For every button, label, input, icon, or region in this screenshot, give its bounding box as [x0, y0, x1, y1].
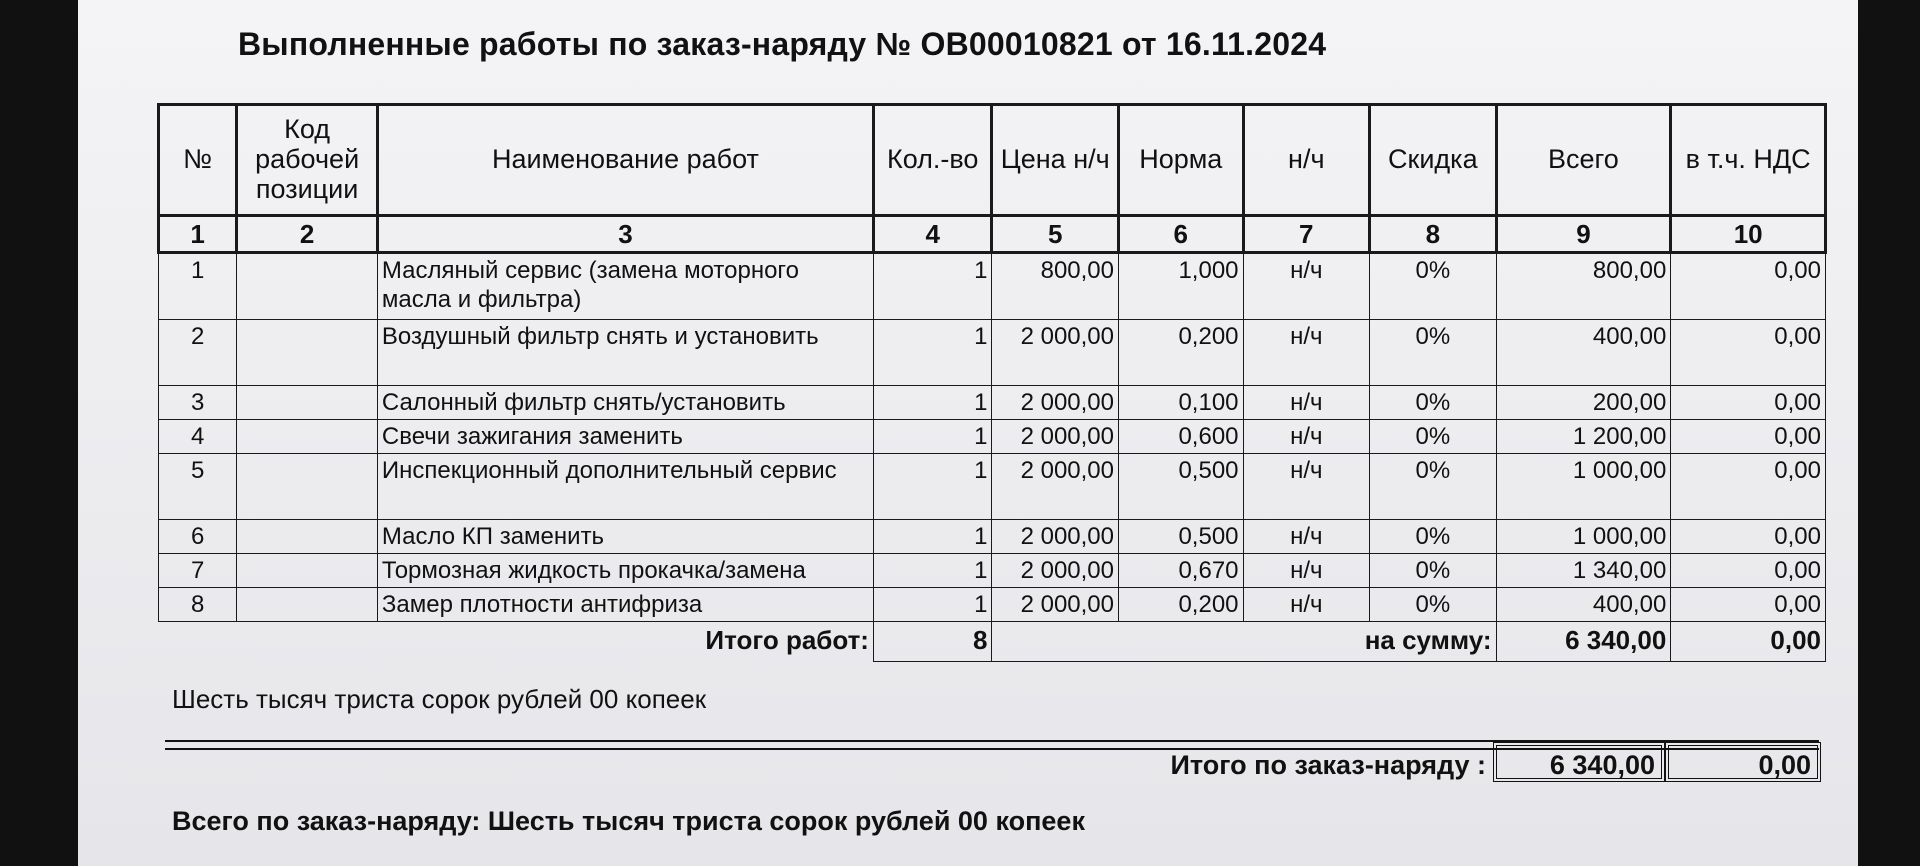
cell-number: 7	[159, 554, 237, 588]
cell-total: 1 000,00	[1496, 520, 1671, 554]
cell-code	[237, 454, 378, 520]
document-title: Выполненные работы по заказ-наряду № OB00010821 от 16.11.2024	[238, 26, 1327, 62]
cell-qty: 1	[873, 386, 991, 420]
cell-code	[237, 520, 378, 554]
cell-price: 2 000,00	[992, 386, 1119, 420]
cell-unit: н/ч	[1243, 386, 1370, 420]
cell-code	[237, 588, 378, 622]
col-number: 2	[237, 216, 378, 253]
cell-discount: 0%	[1370, 253, 1497, 320]
col-header-discount: Скидка	[1370, 105, 1497, 216]
cell-qty: 1	[873, 320, 991, 386]
cell-vat: 0,00	[1671, 588, 1826, 622]
col-header-name: Наименование работ	[377, 105, 873, 216]
cell-discount: 0%	[1370, 588, 1497, 622]
order-total: 6 340,00	[1493, 742, 1665, 782]
cell-norm: 0,500	[1119, 520, 1244, 554]
cell-qty: 1	[873, 420, 991, 454]
col-number: 1	[159, 216, 237, 253]
works-table	[157, 103, 1827, 662]
table-row	[159, 454, 1826, 520]
cell-qty: 1	[873, 454, 991, 520]
col-number: 4	[873, 216, 991, 253]
cell-name: Замер плотности антифриза	[377, 588, 873, 622]
cell-number: 2	[159, 320, 237, 386]
cell-code	[237, 420, 378, 454]
cell-qty: 1	[873, 588, 991, 622]
cell-norm: 0,200	[1119, 320, 1244, 386]
table-row	[159, 588, 1826, 622]
cell-total: 200,00	[1496, 386, 1671, 420]
total-works-count: 8	[873, 622, 991, 662]
col-header-norm: Норма	[1119, 105, 1244, 216]
cell-vat: 0,00	[1671, 520, 1826, 554]
sum-label: на сумму:	[992, 622, 1496, 662]
cell-norm: 0,670	[1119, 554, 1244, 588]
cell-qty: 1	[873, 520, 991, 554]
cell-total: 400,00	[1496, 588, 1671, 622]
cell-price: 800,00	[992, 253, 1119, 320]
cell-unit: н/ч	[1243, 320, 1370, 386]
cell-unit: н/ч	[1243, 253, 1370, 320]
col-header-qty: Кол.-во	[873, 105, 991, 216]
grand-total-in-words: Всего по заказ-наряду: Шесть тысяч триста сорок рублей 00 копеек	[172, 806, 1085, 836]
table-row	[159, 253, 1826, 320]
cell-price: 2 000,00	[992, 320, 1119, 386]
cell-number: 5	[159, 454, 237, 520]
sum-in-words: Шесть тысяч триста сорок рублей 00 копеек	[172, 684, 707, 714]
cell-code	[237, 320, 378, 386]
cell-vat: 0,00	[1671, 253, 1826, 320]
cell-qty: 1	[873, 554, 991, 588]
cell-vat: 0,00	[1671, 454, 1826, 520]
cell-discount: 0%	[1370, 320, 1497, 386]
cell-name: Масляный сервис (замена моторного масла и фильтра)	[377, 253, 873, 320]
cell-total: 800,00	[1496, 253, 1671, 320]
order-total-label: Итого по заказ-наряду :	[1170, 750, 1486, 780]
cell-total: 1 000,00	[1496, 454, 1671, 520]
cell-price: 2 000,00	[992, 588, 1119, 622]
table-row	[159, 554, 1826, 588]
col-number: 8	[1370, 216, 1497, 253]
col-number: 6	[1119, 216, 1244, 253]
table-header-row	[159, 105, 1826, 216]
cell-price: 2 000,00	[992, 520, 1119, 554]
cell-norm: 1,000	[1119, 253, 1244, 320]
cell-unit: н/ч	[1243, 520, 1370, 554]
cell-name: Тормозная жидкость прокачка/замена	[377, 554, 873, 588]
cell-norm: 0,500	[1119, 454, 1244, 520]
table-row	[159, 420, 1826, 454]
cell-unit: н/ч	[1243, 588, 1370, 622]
cell-name: Инспекционный дополнительный сервис	[377, 454, 873, 520]
cell-number: 3	[159, 386, 237, 420]
cell-price: 2 000,00	[992, 420, 1119, 454]
cell-vat: 0,00	[1671, 420, 1826, 454]
sum-vat: 0,00	[1671, 622, 1826, 662]
cell-vat: 0,00	[1671, 320, 1826, 386]
col-number: 3	[377, 216, 873, 253]
cell-number: 6	[159, 520, 237, 554]
cell-norm: 0,100	[1119, 386, 1244, 420]
cell-name: Салонный фильтр снять/установить	[377, 386, 873, 420]
cell-code	[237, 554, 378, 588]
cell-unit: н/ч	[1243, 454, 1370, 520]
cell-qty: 1	[873, 253, 991, 320]
cell-name: Свечи зажигания заменить	[377, 420, 873, 454]
col-header-unit: н/ч	[1243, 105, 1370, 216]
cell-total: 1 200,00	[1496, 420, 1671, 454]
cell-norm: 0,200	[1119, 588, 1244, 622]
sum-total: 6 340,00	[1496, 622, 1671, 662]
cell-total: 1 340,00	[1496, 554, 1671, 588]
cell-name: Масло КП заменить	[377, 520, 873, 554]
table-row	[159, 386, 1826, 420]
cell-discount: 0%	[1370, 454, 1497, 520]
cell-unit: н/ч	[1243, 420, 1370, 454]
cell-vat: 0,00	[1671, 386, 1826, 420]
cell-discount: 0%	[1370, 520, 1497, 554]
col-header-price: Цена н/ч	[992, 105, 1119, 216]
col-number: 10	[1671, 216, 1826, 253]
cell-price: 2 000,00	[992, 554, 1119, 588]
cell-norm: 0,600	[1119, 420, 1244, 454]
cell-code	[237, 386, 378, 420]
col-number: 5	[992, 216, 1119, 253]
total-works-row	[159, 622, 1826, 662]
order-vat: 0,00	[1665, 742, 1821, 782]
total-works-label: Итого работ:	[705, 625, 869, 655]
cell-vat: 0,00	[1671, 554, 1826, 588]
col-number: 9	[1496, 216, 1671, 253]
cell-total: 400,00	[1496, 320, 1671, 386]
cell-number: 8	[159, 588, 237, 622]
cell-price: 2 000,00	[992, 454, 1119, 520]
cell-number: 4	[159, 420, 237, 454]
cell-discount: 0%	[1370, 554, 1497, 588]
col-header-total: Всего	[1496, 105, 1671, 216]
cell-number: 1	[159, 253, 237, 320]
table-row	[159, 520, 1826, 554]
column-number-row	[159, 216, 1826, 253]
col-header-vat: в т.ч. НДС	[1671, 105, 1826, 216]
col-number: 7	[1243, 216, 1370, 253]
cell-discount: 0%	[1370, 386, 1497, 420]
col-header-number: №	[159, 105, 237, 216]
cell-discount: 0%	[1370, 420, 1497, 454]
col-header-code: Код рабочей позиции	[237, 105, 378, 216]
table-row	[159, 320, 1826, 386]
cell-unit: н/ч	[1243, 554, 1370, 588]
cell-code	[237, 253, 378, 320]
cell-name: Воздушный фильтр снять и установить	[377, 320, 873, 386]
